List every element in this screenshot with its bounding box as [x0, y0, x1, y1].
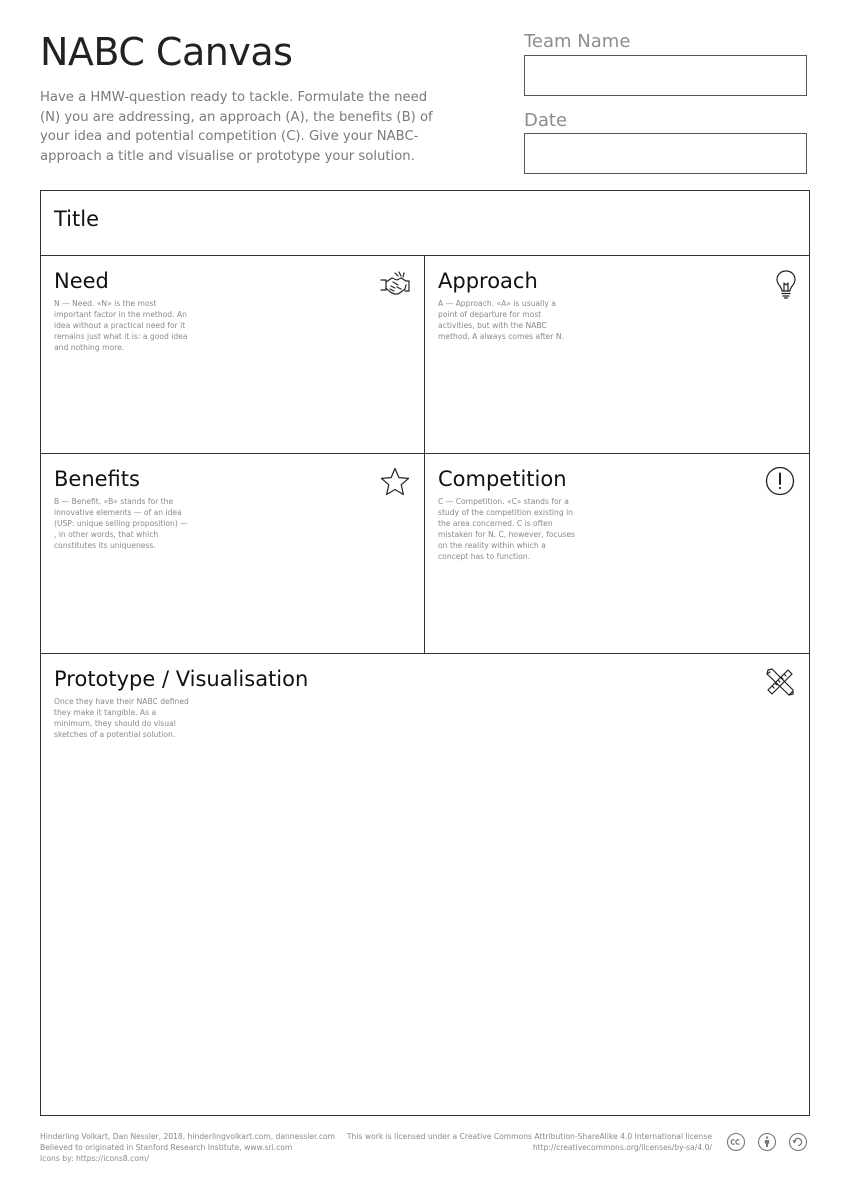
prototype-section[interactable]: [41, 654, 809, 1115]
sharealike-icon: [788, 1132, 808, 1152]
nabc-canvas: [40, 190, 810, 1116]
prototype-description: Once they have their NABC defined they make it tangible. As a minimum, they should do visual sketches of a potential solution.: [54, 697, 189, 739]
competition-description: C — Competition. «C» stands for a study of the competition existing in the area concerned. C is often mistaken for N. C, however, focuses on the reality within which a concept has to function.: [438, 497, 575, 561]
competition-section[interactable]: [425, 454, 809, 653]
cc-license-icons[interactable]: [726, 1132, 810, 1154]
credits: [40, 1131, 335, 1164]
title-section[interactable]: [41, 191, 809, 255]
star-icon: [379, 466, 411, 498]
competition-title: Competition: [438, 467, 567, 491]
license-url[interactable]: http://creativecommons.org/licenses/by-sa/4.0/: [532, 1143, 712, 1152]
license-line: This work is licensed under a Creative Commons Attribution-ShareAlike 4.0 International license: [346, 1132, 712, 1141]
credits-line: Believed to originated in Stanford Research Institute, www.sri.com: [40, 1143, 293, 1152]
handshake-icon: [379, 268, 411, 300]
team-name-field[interactable]: [524, 55, 807, 96]
license-text: [330, 1131, 712, 1153]
need-description: N — Need. «N» is the most important factor in the method. An idea without a practical need for it remains just what it is: a good idea and nothing more.: [54, 299, 188, 352]
date-field[interactable]: [524, 133, 807, 174]
prototype-title: Prototype / Visualisation: [54, 667, 309, 691]
benefits-title: Benefits: [54, 467, 140, 491]
approach-title: Approach: [438, 269, 538, 293]
page-title: NABC Canvas: [40, 30, 293, 74]
attribution-icon: [757, 1132, 777, 1152]
intro-text: Have a HMW-question ready to tackle. Formulate the need (N) you are addressing, an approach (A), the benefits (B) of your idea and potential competition (C). Give your NABC-approach a title and visualise or prototype your solution.: [40, 90, 433, 164]
cc-icon: [726, 1132, 746, 1152]
team-name-label: Team Name: [524, 31, 631, 52]
lightbulb-icon: [770, 268, 802, 300]
approach-description: A — Approach. «A» is usually a point of departure for most activities, but with the NABC method, A always comes after N.: [438, 299, 564, 341]
benefits-section[interactable]: [41, 454, 424, 653]
credits-line: Hinderling Volkart, Dan Nessler, 2018, hinderlingvolkart.com, dannessler.com: [40, 1132, 336, 1141]
exclamation-icon: [764, 465, 796, 497]
approach-section[interactable]: [425, 256, 809, 453]
need-title: Need: [54, 269, 109, 293]
pencil-ruler-icon: [764, 666, 796, 698]
need-section[interactable]: [41, 256, 424, 453]
benefits-description: B — Benefit. «B» stands for the innovative elements — of an idea (USP: unique selling proposition) — , in other words, that which constitutes its uniqueness.: [54, 497, 188, 550]
date-label: Date: [524, 110, 568, 131]
title-label: Title: [54, 207, 100, 231]
credits-line: Icons by: https://icons8.com/: [40, 1154, 149, 1163]
